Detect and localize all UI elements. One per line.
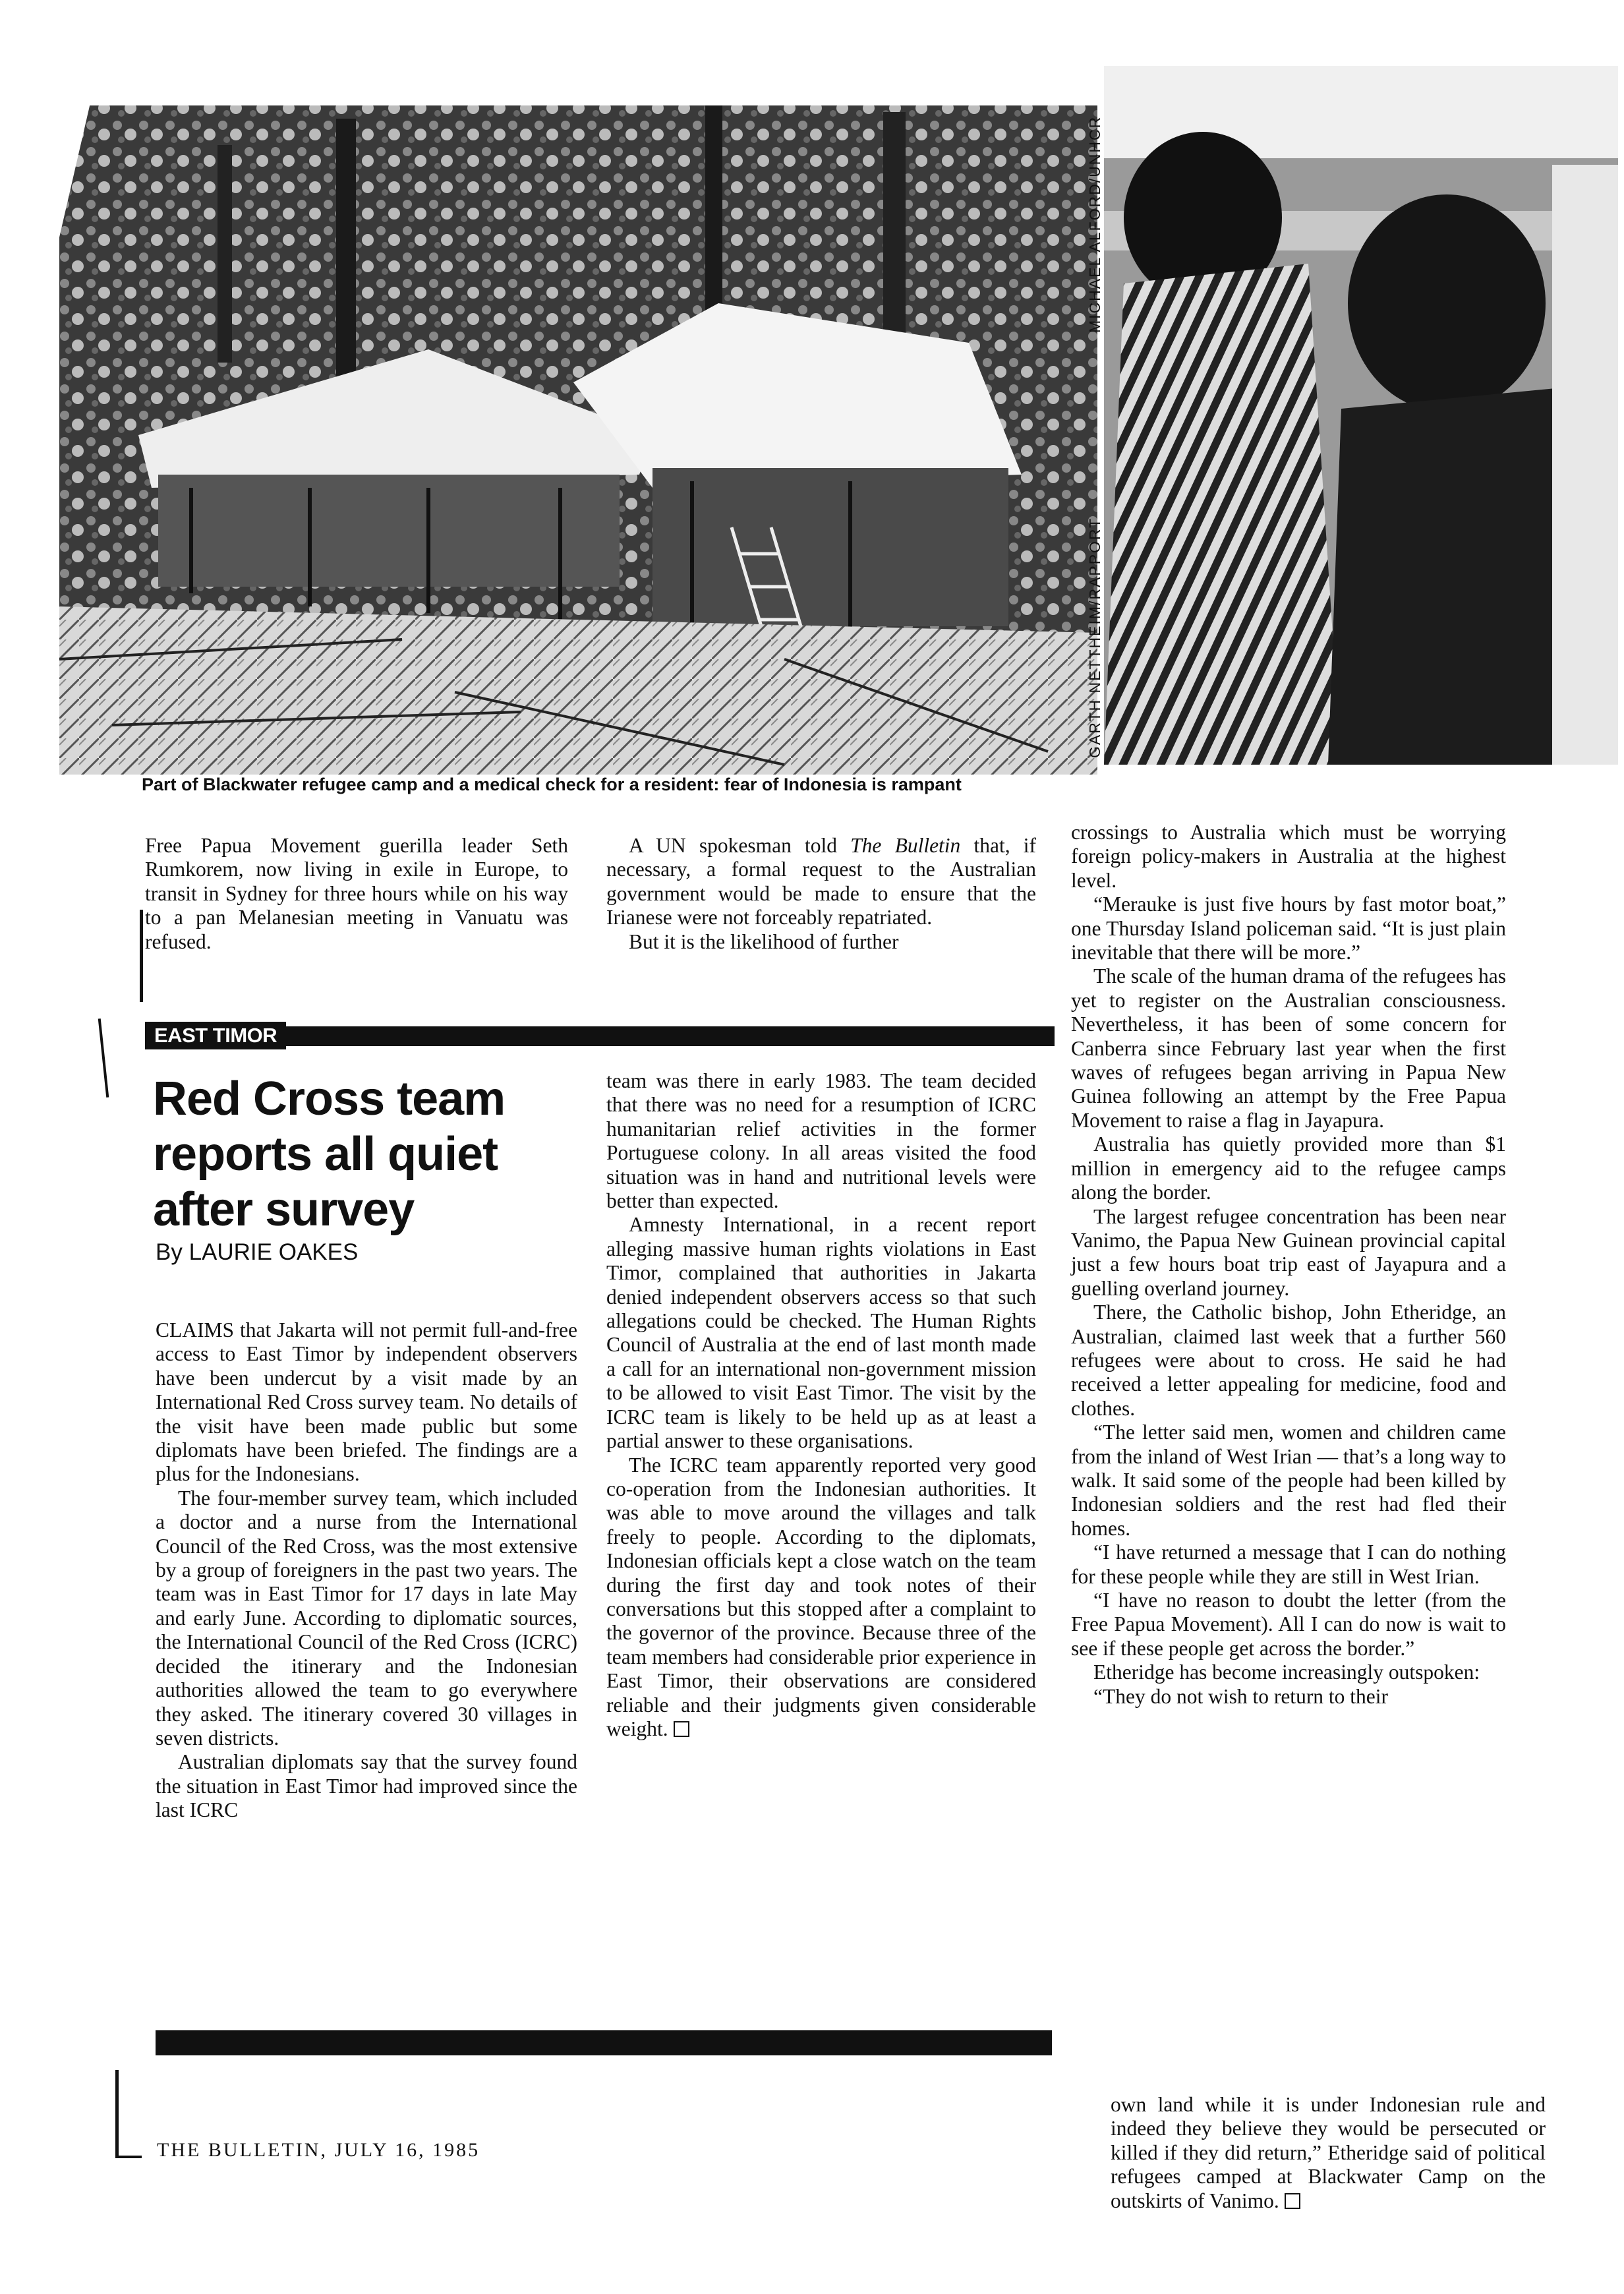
right-column-paragraph: Etheridge has become increasingly outspoken: xyxy=(1093,1661,1480,1684)
photo-credit-camp: GARTH NETTHEIM/RAPPORT xyxy=(1086,517,1103,758)
right-column-paragraph: Australia has quietly provided more than $1 million in emergency aid to the refugee camps along the border. xyxy=(1071,1132,1506,1204)
bottom-rule xyxy=(156,2030,1052,2055)
publication-name: The Bulletin xyxy=(850,834,961,857)
right-column-tail xyxy=(1111,2093,1546,2213)
end-mark-icon xyxy=(1285,2193,1300,2209)
east-timor-col1 xyxy=(156,1318,577,1823)
right-column-paragraph: “I have returned a message that I can do nothing for these people while they are still in West Irian. xyxy=(1071,1541,1506,1588)
photo-caption: Part of Blackwater refugee camp and a medical check for a resident: fear of Indonesia is rampant xyxy=(142,775,962,794)
right-column-paragraph: “They do not wish to return to their xyxy=(1093,1684,1389,1708)
end-mark-icon xyxy=(674,1721,689,1737)
top-article-paragraph: A UN spokesman told The Bulletin that, if necessary, a formal request to the Australian government would be made to ensure that the Irianese were not forceably repatriated. xyxy=(606,834,1036,929)
article-paragraph: The four-member survey team, which included a doctor and a nurse from the International Council of the Red Cross, was the most extensive by a group of foreigners in the past two years. The team was in East Timor for 17 days in late May and early June. According to diplomatic sources, the International Council of the Red Cross (ICRC) decided the itinerary and the Indonesian authorities allowed the team to go everywhere they asked. The itinerary covered 30 villages in seven districts. xyxy=(156,1486,577,1750)
article-paragraph: CLAIMS that Jakarta will not permit full-and-free access to East Timor by independent observers have been undercut by a visit made by an International Red Cross survey team. No details of the visit have been made public but some diplomats have been briefed. The findings are a plus for the Indonesians. xyxy=(156,1318,577,1486)
margin-mark xyxy=(140,910,143,1002)
byline: By LAURIE OAKES xyxy=(156,1239,359,1265)
margin-mark xyxy=(98,1018,109,1098)
right-column-paragraph: “I have no reason to doubt the letter (from the Free Papua Movement). All I can do now is wait to see if these people get across the border.” xyxy=(1071,1589,1506,1660)
right-column-paragraph: The scale of the human drama of the refugees has yet to register on the Australian consciousness. Nevertheless, it has been of some concern for Canberra since February last year when the first waves of refugees began arriving in Papua New Guinea following an attempt by the Free Papua Movement to raise a flag in Jayapura. xyxy=(1071,964,1506,1132)
top-article-paragraph: Free Papua Movement guerilla leader Seth Rumkorem, now living in exile in Europe, to transit in Sydney for three hours while on his way to a pan Melanesian meeting in Vanuatu was refused. xyxy=(145,834,568,953)
camp-photo xyxy=(59,66,1097,775)
article-paragraph: Amnesty International, in a recent report alleging massive human rights violations in East Timor, complained that authorities in Jakarta denied independent observers access so that such allegations could be checked. The Human Rights Council of Australia at the end of last month made a call for an international non-government mission to be allowed to visit East Timor. The visit by the ICRC team is likely to be held up as at least a partial answer to these organisations. xyxy=(606,1213,1036,1453)
right-column-paragraph: own land while it is under Indonesian rule and indeed they believe they would be persecuted or killed if they did return,” Etheridge said of political refugees camped at Blackwater Camp on the outskirts of Vanimo. xyxy=(1111,2093,1546,2212)
article-paragraph: The ICRC team apparently reported very good co-operation from the Indonesian authorities. It was able to move around the villages and talk freely to people. According to the diplomats, Indonesian officials kept a close watch on the team during the first day and took notes of their conversations but this stopped after a complaint to the governor of the province. Because three of the team members had considerable prior experience in East Timor, their observations are considered reliable and their judgments given considerable weight. xyxy=(606,1453,1036,1740)
photo-credit-check: MICHAEL ALFORD/UNHCR xyxy=(1086,115,1103,333)
right-column-paragraph: “The letter said men, women and children came from the inland of West Irian — that’s a long way to walk. It said some of the people had been killed by Indonesian soldiers and the rest had fled their homes. xyxy=(1071,1421,1506,1540)
page-footer: THE BULLETIN, JULY 16, 1985 xyxy=(157,2139,480,2161)
right-column-paragraph: crossings to Australia which must be worrying foreign policy-makers in Australia at the highest level. xyxy=(1071,821,1506,892)
east-timor-col2 xyxy=(606,1069,1036,1741)
section-label: EAST TIMOR xyxy=(145,1022,286,1049)
top-article-col1 xyxy=(145,834,568,954)
medical-check-photo xyxy=(1104,66,1618,765)
right-column xyxy=(1071,821,1506,1709)
headline: Red Cross team reports all quiet after survey xyxy=(153,1073,506,1236)
article-paragraph: team was there in early 1983. The team decided that there was no need for a resumption of ICRC humanitarian relief activities in the former Portuguese colony. In all areas visited the food situation was in hand and nutritional levels were better than expected. xyxy=(606,1069,1036,1213)
top-article-col2 xyxy=(606,834,1036,954)
margin-mark xyxy=(115,2156,142,2158)
medical-check-photo-image xyxy=(1104,66,1618,765)
right-column-paragraph: “Merauke is just five hours by fast motor boat,” one Thursday Island policeman said. “It is just plain inevitable that there will be more.” xyxy=(1071,893,1506,964)
right-column-paragraph: The largest refugee concentration has been near Vanimo, the Papua New Guinean provincial capital just a few hours boat trip east of Jayapura and a guelling overland journey. xyxy=(1071,1204,1506,1300)
right-column-paragraph: There, the Catholic bishop, John Etheridge, an Australian, claimed last week that a further 560 refugees were about to cross. He said he had received a letter appealing for medicine, food and clothes. xyxy=(1071,1301,1506,1420)
camp-photo-image xyxy=(59,66,1097,775)
margin-mark xyxy=(115,2070,119,2156)
article-paragraph: Australian diplomats say that the survey found the situation in East Timor had improved since the last ICRC xyxy=(156,1750,577,1822)
top-article-paragraph: But it is the likelihood of further xyxy=(629,929,899,953)
